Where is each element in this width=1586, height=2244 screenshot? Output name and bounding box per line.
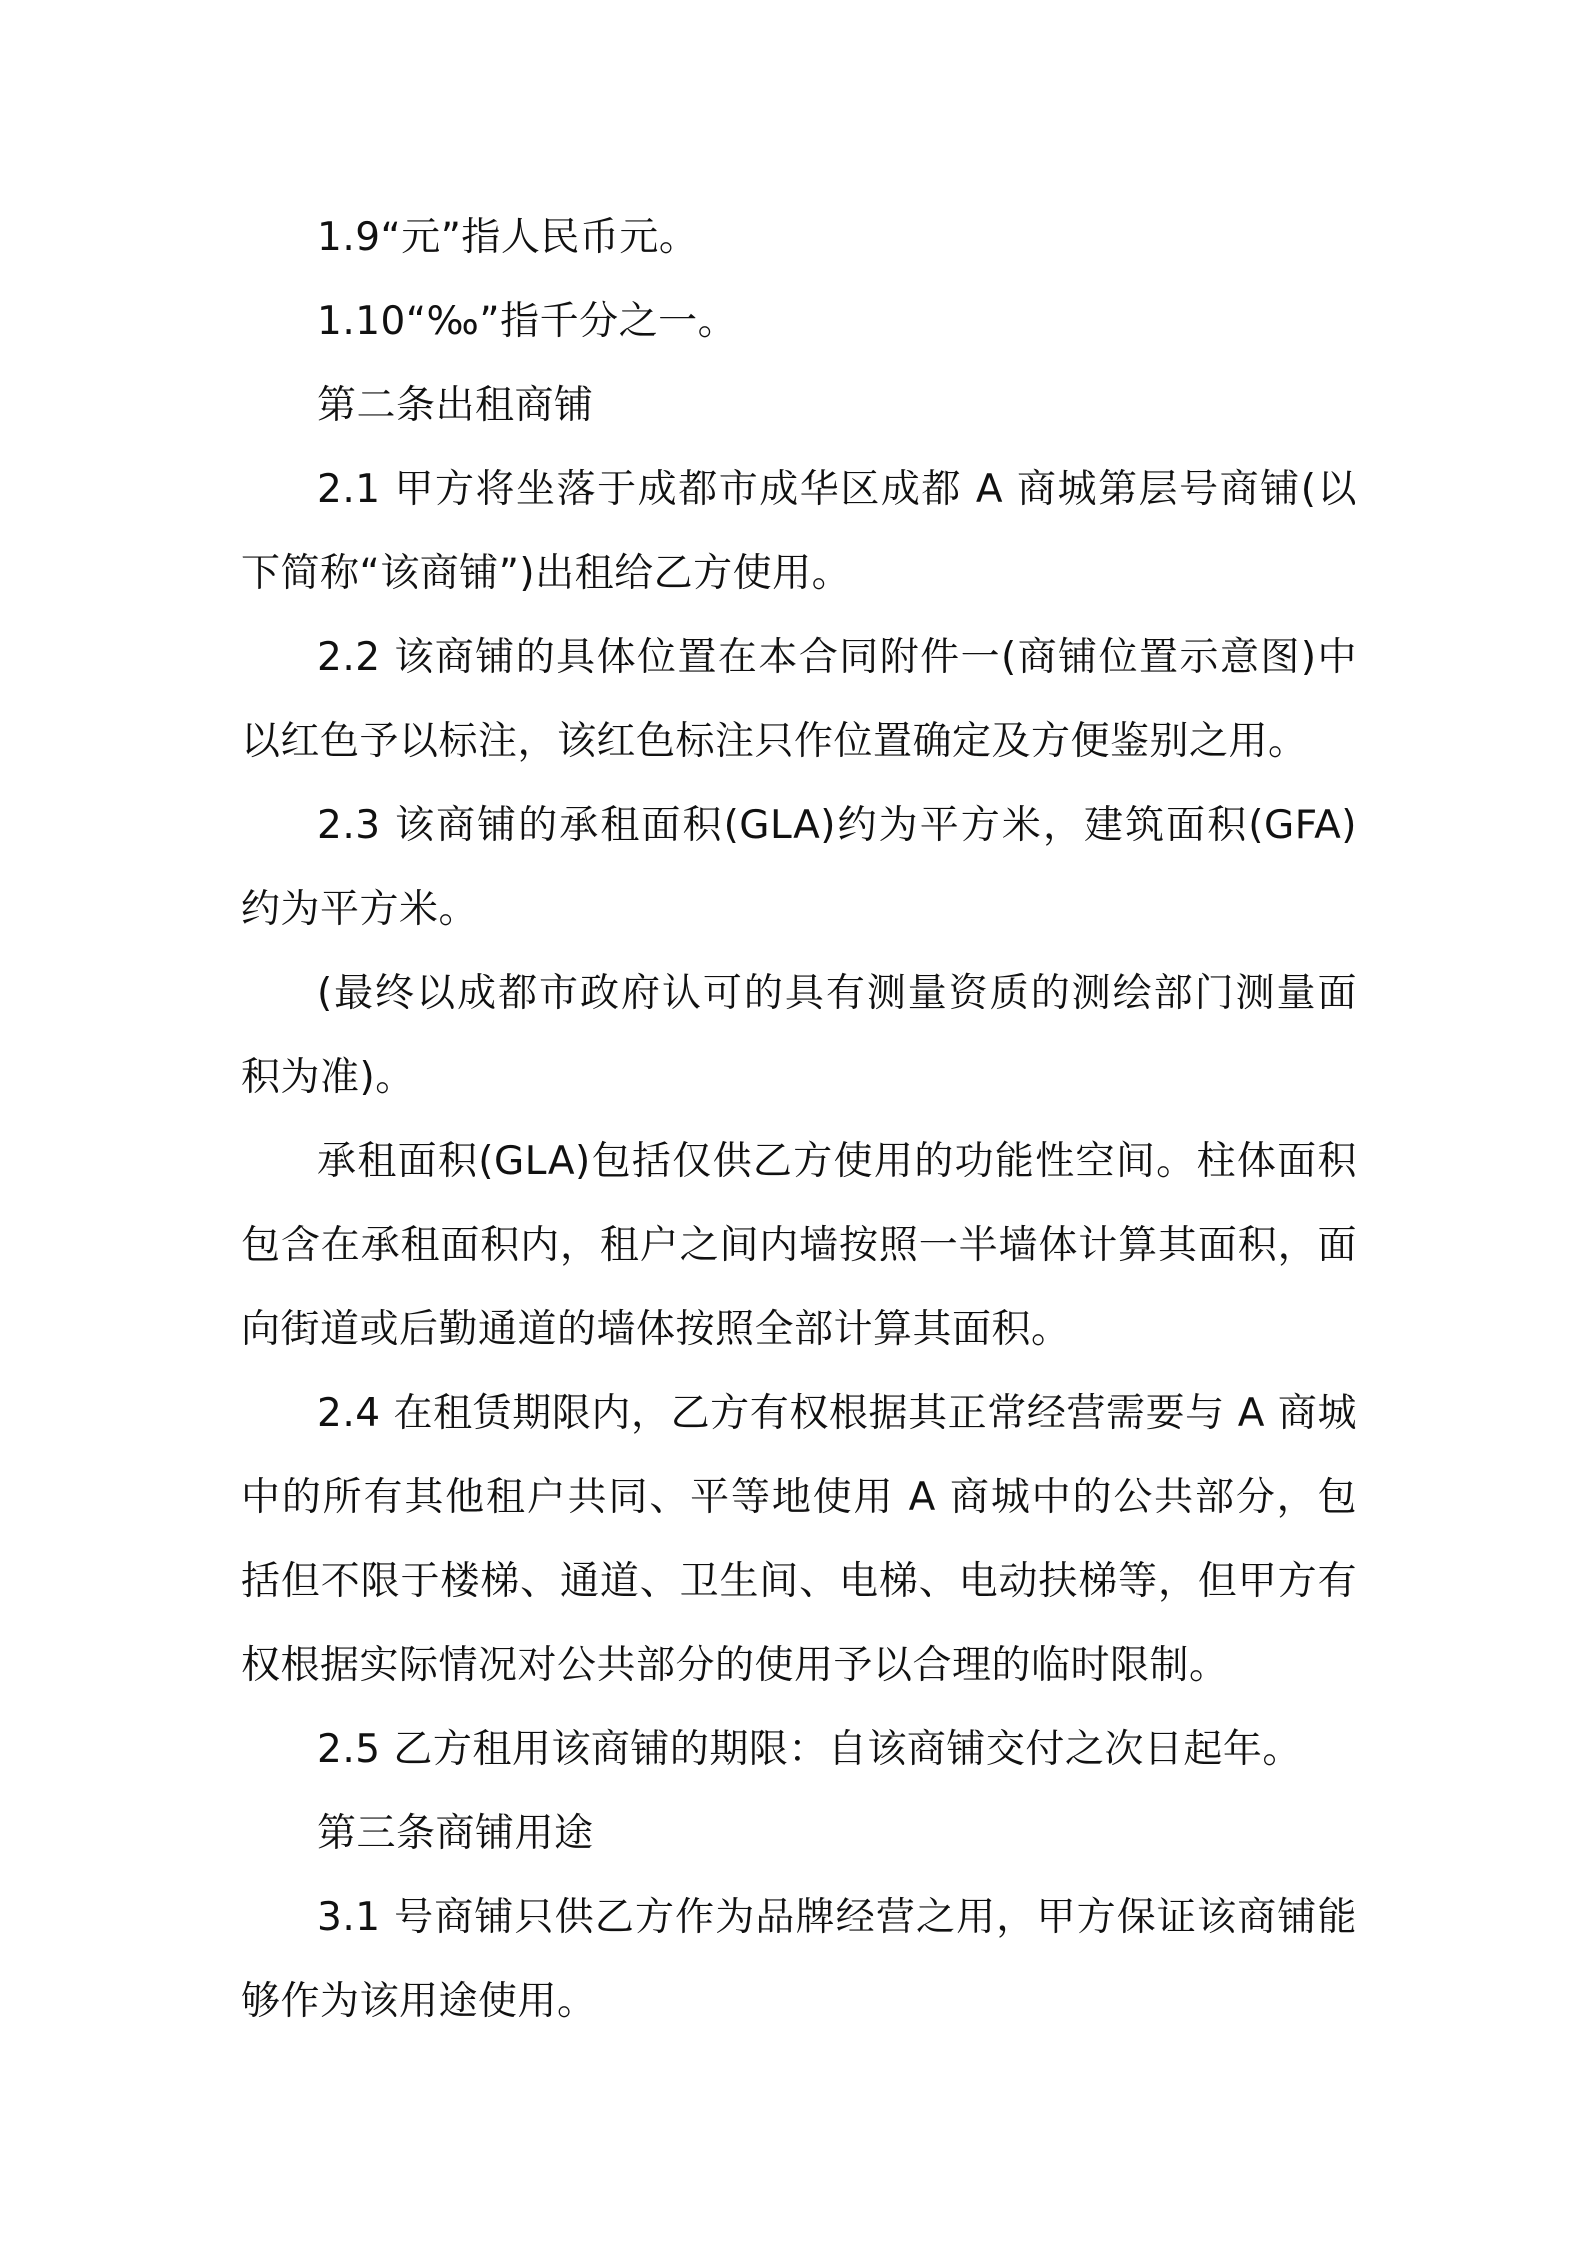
- clause-2-3-gla-definition: 承租面积(GLA)包括仅供乙方使用的功能性空间。柱体面积包含在承租面积内，租户之间内墙按照一半墙体计算其面积，面向街道或后勤通道的墙体按照全部计算其面积。: [241, 1139, 1357, 1352]
- clause-3-1: 3.1 号商铺只供乙方作为品牌经营之用，甲方保证该商铺能够作为该用途使用。: [241, 1895, 1357, 2024]
- clause-2-3: 2.3 该商铺的承租面积(GLA)约为平方米，建筑面积(GFA)约为平方米。: [241, 803, 1357, 932]
- clause-2-1: 2.1 甲方将坐落于成都市成华区成都 A 商城第层号商铺(以下简称“该商铺”)出租给乙方使用。: [241, 467, 1357, 596]
- article-3-heading: 第三条商铺用途: [317, 1811, 594, 1856]
- clause-2-2: 2.2 该商铺的具体位置在本合同附件一(商铺位置示意图)中以红色予以标注，该红色标注只作位置确定及方便鉴别之用。: [241, 635, 1357, 764]
- clause-2-4: 2.4 在租赁期限内，乙方有权根据其正常经营需要与 A 商城中的所有其他租户共同、平等地使用 A 商城中的公共部分，包括但不限于楼梯、通道、卫生间、电梯、电动扶梯等，但甲方有权根据实际情况对公共部分的使用予以合理的临时限制。: [241, 1391, 1357, 1688]
- clause-2-3-note: (最终以成都市政府认可的具有测量资质的测绘部门测量面积为准)。: [241, 971, 1357, 1100]
- article-2-heading: 第二条出租商铺: [317, 383, 594, 428]
- clause-2-5: 2.5 乙方租用该商铺的期限：自该商铺交付之次日起年。: [317, 1727, 1302, 1772]
- clause-1-10: 1.10“‰”指千分之一。: [317, 299, 738, 344]
- clause-1-9: 1.9“元”指人民币元。: [317, 215, 699, 260]
- document-body: [241, 196, 1357, 2044]
